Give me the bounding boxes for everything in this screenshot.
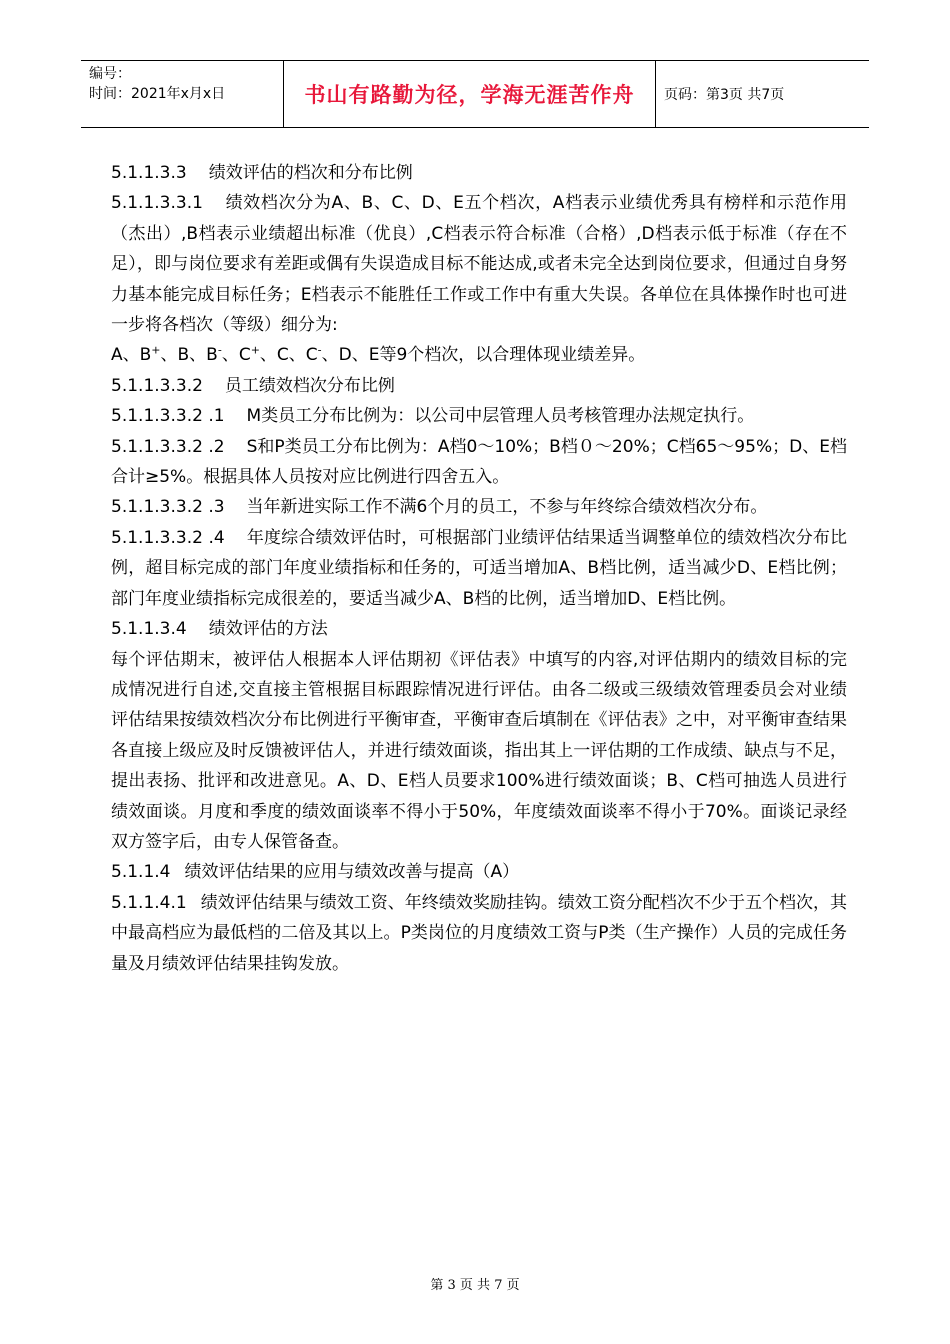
paragraph: 5.1.1.3.3.2 .2 S和P类员工分布比例为：A档0～10%；B档０～20%；C档65～95%；D、E档合计≥5%。根据具体人员按对应比例进行四舍五入。: [111, 436, 847, 488]
document-body: [111, 158, 847, 979]
grade-list: A、B+、B、B-、C+、C、C-、D、E等9个档次，以合理体现业绩差异。: [111, 343, 646, 366]
paragraph: 5.1.1.3.3.2 .3 当年新进实际工作不满6个月的员工，不参与年终综合绩效档次分布。: [111, 497, 768, 518]
paragraph: 5.1.1.3.3.2 .1 M类员工分布比例为：以公司中层管理人员考核管理办法规定执行。: [111, 406, 755, 427]
section-heading: 5.1.1.3.4 绩效评估的方法: [111, 619, 328, 640]
number-label: 编号：: [89, 66, 131, 82]
header-motto: 书山有路勤为径，学海无涯苦作舟: [283, 61, 656, 127]
document-header: [81, 60, 869, 128]
time-label: 时间：2021年x月x日: [89, 86, 226, 102]
header-page-info: 页码：第3页 共7页: [664, 87, 785, 103]
paragraph: 5.1.1.3.3.1 绩效档次分为A、B、C、D、E五个档次，A档表示业绩优秀具有榜样和示范作用（杰出）,B档表示业绩超出标准（优良）,C档表示符合标准（合格）,D档表示低于标准（存在不足），即与岗位要求有差距或偶有失误造成目标不能达成,或者未完全达到岗位要求，但通过自身努力基本能完成目标任务；E档表示不能胜任工作或工作中有重大失误。各单位在具体操作时也可进一步将各档次（等级）细分为:: [111, 193, 847, 336]
section-heading: 5.1.1.3.3.2 员工绩效档次分布比例: [111, 375, 395, 396]
paragraph: 5.1.1.3.3.2 .4 年度综合绩效评估时，可根据部门业绩评估结果适当调整单位的绩效档次分布比例，超目标完成的部门年度业绩指标和任务的，可适当增加A、B档比例，适当减少D、E档比例；部门年度业绩指标完成很差的，要适当减少A、B档的比例，适当增加D、E档比例。: [111, 527, 848, 609]
header-meta: [81, 61, 283, 127]
section-heading: 5.1.1.3.3 绩效评估的档次和分布比例: [111, 163, 413, 183]
page-footer: 第 3 页 共 7 页: [430, 1278, 520, 1293]
paragraph: 5.1.1.4.1 绩效评估结果与绩效工资、年终绩效奖励挂钩。绩效工资分配档次不少于五个档次，其中最高档应为最低档的二倍及其以上。P类岗位的月度绩效工资与P类（生产操作）人员的完成任务量及月绩效评估结果挂钩发放。: [111, 892, 847, 974]
paragraph: 每个评估期末，被评估人根据本人评估期初《评估表》中填写的内容,对评估期内的绩效目标的完成情况进行自述,交直接主管根据目标跟踪情况进行评估。由各二级或三级绩效管理委员会对业绩评估结果按绩效档次分布比例进行平衡审查，平衡审查后填制在《评估表》之中，对平衡审查结果各直接上级应及时反馈被评估人，并进行绩效面谈，指出其上一评估期的工作成绩、缺点与不足，提出表扬、批评和改进意见。A、D、E档人员要求100%进行绩效面谈；B、C档可抽选人员进行绩效面谈。月度和季度的绩效面谈率不得小于50%，年度绩效面谈率不得小于70%。面谈记录经双方签字后，由专人保管备查。: [111, 649, 847, 852]
section-heading: 5.1.1.4 绩效评估结果的应用与绩效改善与提高（A）: [111, 862, 520, 883]
